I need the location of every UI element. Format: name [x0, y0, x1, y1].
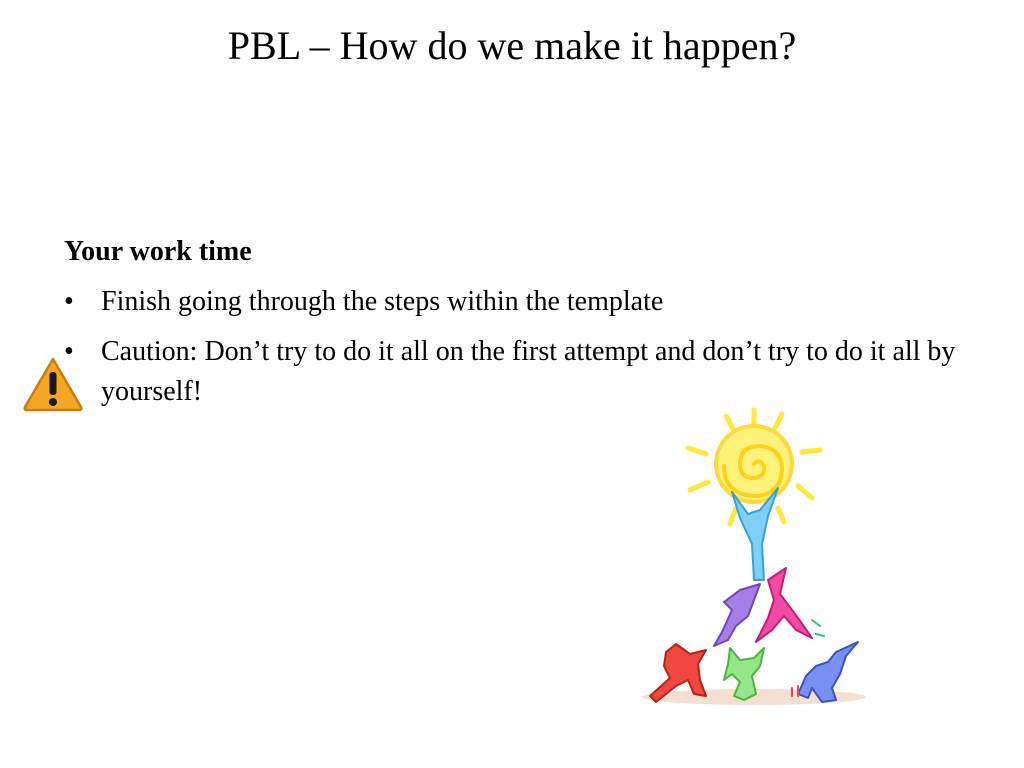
bullet-item-finish-steps: [64, 282, 964, 322]
warning-icon: [22, 356, 84, 412]
slide-title: PBL – How do we make it happen?: [227, 23, 797, 68]
slide-content: [64, 232, 964, 422]
bullet-item-caution: [64, 332, 964, 412]
team-under-sun-illustration: [636, 404, 872, 712]
bullet-text: Caution: Don’t try to do it all on the first attempt and don’t try to do it all by yourself!: [101, 336, 956, 407]
bullet-marker: •: [64, 336, 74, 367]
bullet-text: Finish going through the steps within the template: [101, 286, 664, 317]
section-heading: Your work time: [64, 236, 252, 267]
bullet-list: [64, 282, 964, 412]
bullet-marker: •: [64, 286, 74, 317]
